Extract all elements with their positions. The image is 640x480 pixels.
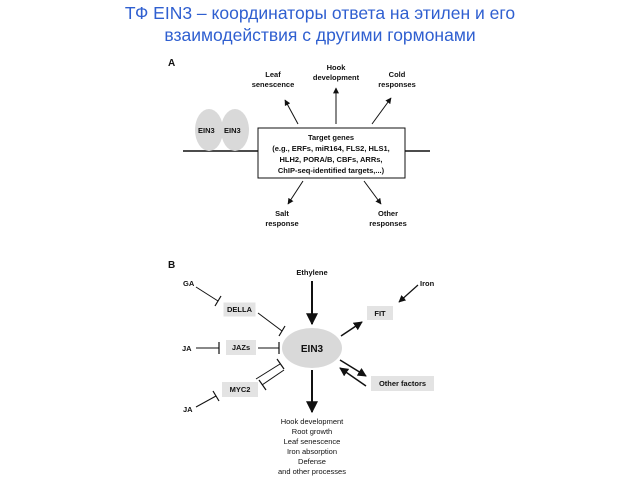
myc2-box [222, 382, 258, 397]
output-root-growth: Root growth [291, 427, 333, 436]
arrow-other-factors-to-ein3 [340, 368, 366, 386]
ethylene-label: Ethylene [296, 268, 328, 277]
arrow-iron-to-fit [399, 285, 418, 302]
arrow-to-other-responses [364, 181, 381, 204]
cold-responses-label [378, 70, 416, 89]
output-defense: Defense [298, 457, 326, 466]
svg-text:response: response [265, 219, 299, 228]
target-genes-title: Target genes [307, 133, 355, 142]
target-genes-line-1: (e.g., ERFs, miR164, FLS2, HLS1, [272, 144, 390, 153]
svg-text:Other: Other [377, 209, 399, 218]
arrow-ein3-to-other-factors [340, 360, 366, 376]
svg-text:Salt: Salt [275, 209, 289, 218]
ja-bottom-label: JA [183, 405, 193, 414]
ein3-left-label: EIN3 [198, 126, 215, 135]
della-inhibit-ein3 [258, 313, 282, 331]
svg-text:responses: responses [369, 219, 407, 228]
svg-text:development: development [312, 73, 360, 82]
ein3-node-label: EIN3 [300, 344, 324, 355]
arrow-to-cold-responses [372, 98, 391, 124]
iron-label: Iron [420, 279, 435, 288]
ein3-right-label: EIN3 [224, 126, 241, 135]
panel-a-label: A [168, 58, 176, 69]
svg-text:FIT: FIT [374, 309, 386, 318]
svg-text:Leaf: Leaf [265, 70, 281, 79]
myc2-inhibit-ein3 [256, 364, 280, 379]
svg-text:responses: responses [378, 80, 416, 89]
ga-label: GA [183, 279, 195, 288]
svg-text:Hook: Hook [326, 63, 346, 72]
ein3-dimer [195, 109, 249, 151]
arrow-ein3-to-fit [341, 322, 362, 336]
output-leaf-senescence: Leaf senescence [283, 437, 341, 446]
fit-box [367, 306, 393, 320]
svg-text:senescence: senescence [251, 80, 295, 89]
ja-top-label: JA [182, 344, 192, 353]
target-genes-box [258, 128, 405, 178]
jazs-box [226, 340, 256, 355]
target-genes-line-3: ChIP-seq-identified targets,...) [277, 166, 385, 175]
ga-inhibit-della [196, 287, 218, 301]
leaf-senescence-label [252, 70, 295, 89]
hook-development-label [313, 63, 360, 82]
panel-b-label: B [168, 260, 176, 271]
della-box [223, 302, 256, 317]
ein3-inhibit-myc2 [262, 370, 284, 385]
arrow-to-leaf-senescence [285, 100, 298, 124]
svg-text:JAZs: JAZs [231, 343, 251, 352]
svg-text:Cold: Cold [388, 70, 406, 79]
svg-text:Other factors: Other factors [378, 379, 427, 388]
ja-inhibit-myc2 [196, 396, 216, 407]
output-iron-absorption: Iron absorption [286, 447, 338, 456]
outputs-list [278, 417, 346, 476]
svg-text:MYC2: MYC2 [229, 385, 251, 394]
salt-response-label [265, 209, 298, 228]
title-line-2: взаимодействия с другими гормонами [164, 25, 476, 45]
output-other-processes: and other processes [278, 467, 346, 476]
svg-text:DELLA: DELLA [227, 305, 252, 314]
target-genes-line-2: HLH2, PORA/B, CBFs, ARRs, [279, 155, 383, 164]
other-responses-label [369, 209, 407, 228]
arrow-to-salt-response [288, 181, 303, 204]
ein3-node [282, 328, 342, 368]
title-line-1: ТФ EIN3 – координаторы ответа на этилен и его [124, 3, 516, 23]
output-hook-development: Hook development [280, 417, 344, 426]
other-factors-box [371, 376, 434, 391]
